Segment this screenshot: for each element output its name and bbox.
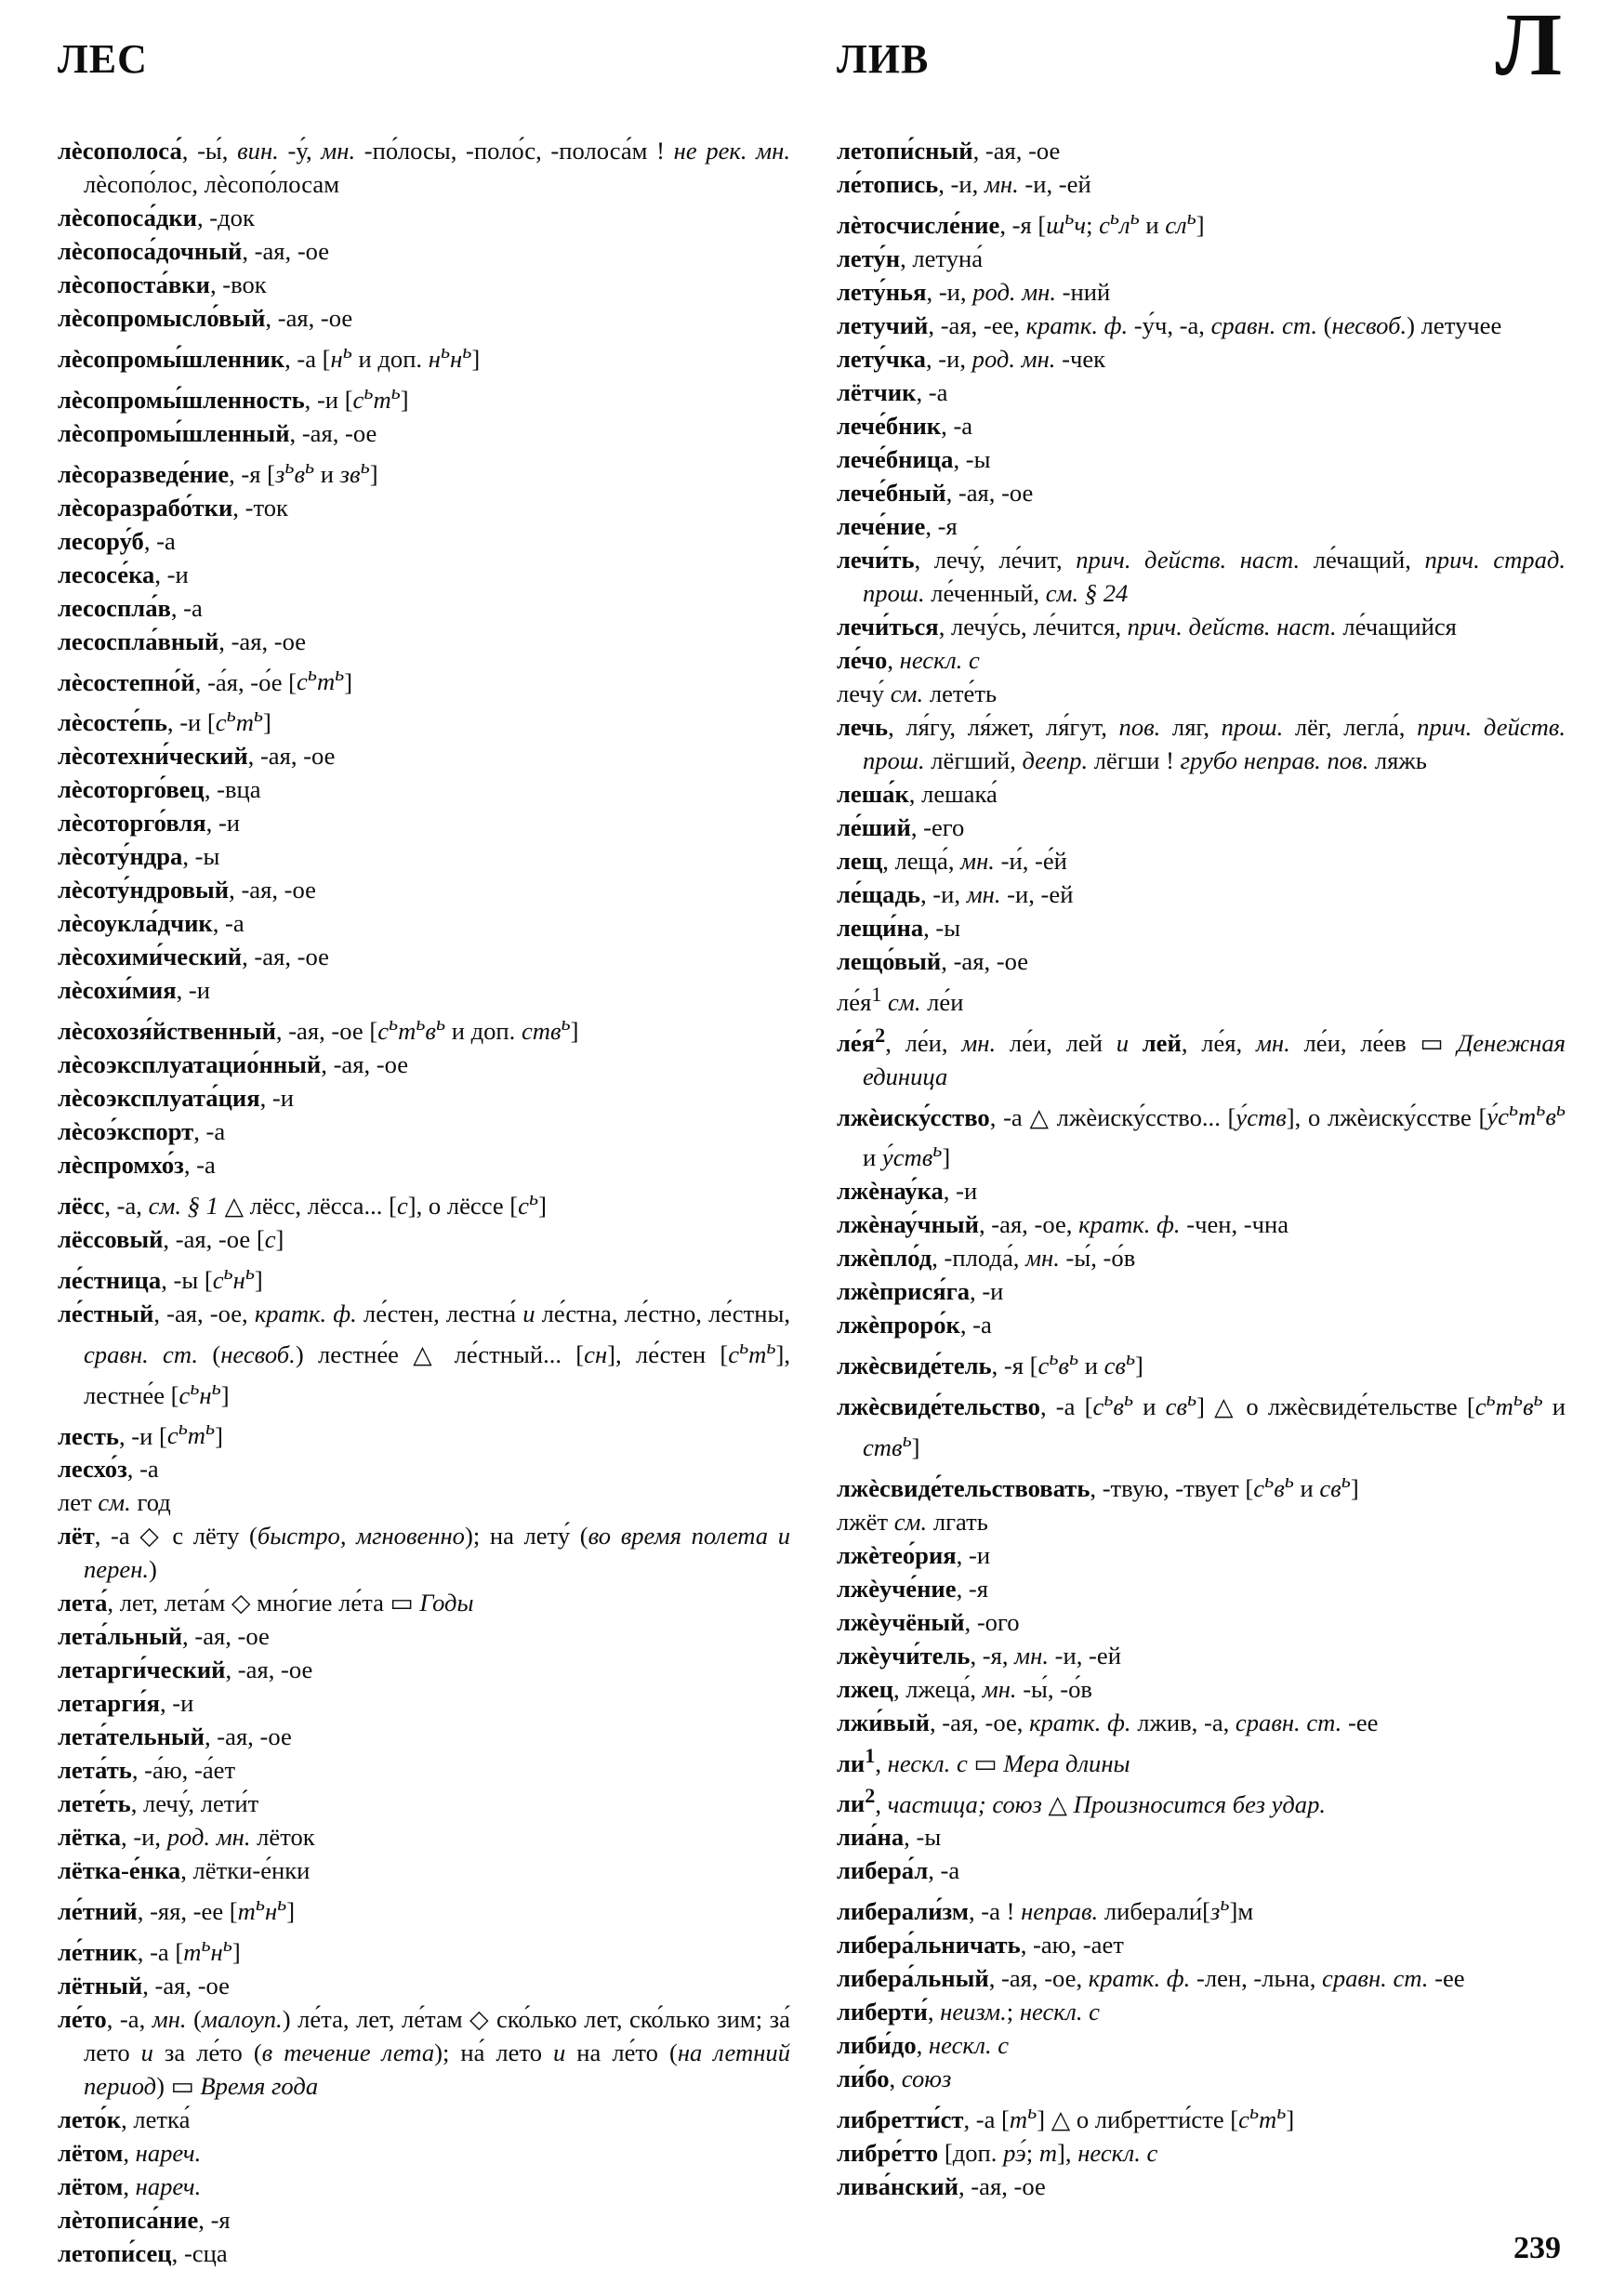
dictionary-entry: лѐсоразведе́ние, -я [$з^ьв^ь$ и $зв^ь$]: [58, 454, 378, 488]
dictionary-entry: лётка, -и, род. мн. лёток: [58, 1823, 315, 1852]
dictionary-entry: лече́бник, -а: [837, 411, 973, 440]
dictionary-entry: лесхо́з, -а: [58, 1455, 159, 1484]
dictionary-entry: либретти́ст, -а $[т^ь]$ △ о либретти́сте $[с^ьт^ь]$: [837, 2100, 1295, 2134]
dictionary-entry: лжѐсвиде́тельствовать, -твую, -твует [$с^ьв^ь$ и $св^ь$]: [837, 1468, 1359, 1502]
dictionary-entry: лёт, -а ◇ с лёту (быстро, мгновенно); на лету́ (во время полета и перен.): [58, 1522, 790, 1584]
dictionary-entry: лесть, -и $[с^ьт^ь]$: [58, 1416, 223, 1450]
dictionary-entry: лесору́б, -а: [58, 526, 176, 555]
dictionary-entry: лѐтописа́ние, -я: [58, 2206, 231, 2235]
dictionary-entry: лётом, нареч.: [58, 2172, 202, 2201]
dictionary-entry: $ле́я^1$ см. ле́и: [837, 982, 964, 1016]
dictionary-entry: лива́нский, -ая, -ое: [837, 2172, 1046, 2201]
page-number: 239: [1513, 2231, 1561, 2265]
dictionary-entry: лжёт см. лгать: [837, 1507, 988, 1536]
dictionary-entry: лѐсосте́пь, -и $[с^ьт^ь]$: [58, 703, 271, 737]
dictionary-entry: лжѐнау́ка, -и: [837, 1177, 978, 1206]
dictionary-entry: лѐсопоста́вки, -вок: [58, 271, 267, 298]
dictionary-entry: лѐсохозя́йственный, -ая, -ое [$с^ьт^ьв^ь$ и доп. ств$^ь$]: [58, 1011, 579, 1046]
dictionary-entry: ле́чо, нескл. с: [837, 645, 980, 674]
dictionary-entry: лжи́вый, -ая, -ое, кратк. ф. лжив, -а, сравн. ст. -ее: [837, 1708, 1379, 1736]
dictionary-entry: лжѐуче́ние, -я: [837, 1574, 988, 1603]
right-column: [837, 134, 1566, 2203]
dictionary-entry: лече́бный, -ая, -ое: [837, 478, 1034, 507]
dictionary-entry: лжѐиску́сство, -а △ лжѐиску́сство... [у́ств], о лжѐиску́сстве [$у́с^ьт^ьв^ь$ и у́ств$^ь$]: [837, 1097, 1566, 1172]
dictionary-entry: лѐсопромы́шленник, -а [$н^ь$ и доп. $н^ьн^ь$]: [58, 339, 481, 373]
dictionary-entry: лето́к, летка́: [58, 2105, 191, 2134]
dictionary-entry: $ли^2$, частица; союз △ Произносится без удар.: [837, 1784, 1327, 1818]
dictionary-entry: лѐспромхо́з, -а: [58, 1151, 216, 1180]
dictionary-entry: лѐсопоса́дочный, -ая, -ое: [58, 237, 330, 265]
dictionary-entry: ле́тний, -яя, -ее $[т^ьн^ь]$: [58, 1892, 296, 1926]
dictionary-entry: леша́к, лешака́: [837, 779, 998, 808]
dictionary-entry: лѐсопромы́шленный, -ая, -ое: [58, 418, 377, 447]
dictionary-entry: лѐсопромы́шленность, -и $[с^ьт^ь]$: [58, 379, 409, 414]
left-column: [58, 134, 790, 2270]
dictionary-entry: либера́льный, -ая, -ое, кратк. ф. -лен, -льна, сравн. ст. -ее: [837, 1964, 1465, 1993]
dictionary-entry: лжѐсвиде́тель, -я [$с^ьв^ь$ и $св^ь$]: [837, 1346, 1143, 1380]
dictionary-entry: лиа́на, -ы: [837, 1823, 942, 1852]
dictionary-entry: летопи́сец, -сца: [58, 2239, 228, 2268]
dictionary-entry: летопи́сный, -ая, -ое: [837, 137, 1061, 165]
dictionary-entry: лѐсохи́мия, -и: [58, 976, 210, 1005]
dictionary-entry: лёсс, -а, см. § 1 △ лёсс, лёсса... [с], о лёссе $[с^ь]$: [58, 1186, 547, 1221]
dictionary-entry: лѐсоту́ндровый, -ая, -ое: [58, 876, 316, 904]
dictionary-entry: лета́, лет, лета́м ◇ мно́гие ле́та ▭ Годы: [58, 1589, 474, 1617]
dictionary-entry: лещи́на, -ы: [837, 913, 961, 942]
dictionary-entry: лётный, -ая, -ое: [58, 1972, 230, 2000]
dictionary-entry: либерти́, неизм.; нескл. с: [837, 1998, 1100, 2026]
dictionary-entry: либера́льничать, -аю, -ает: [837, 1931, 1124, 1960]
dictionary-entry: лѐсохими́ческий, -ая, -ое: [58, 943, 329, 971]
dictionary-entry: лесоспла́в, -а: [58, 593, 203, 622]
dictionary-entry: лёссовый, -ая, -ое [с]: [58, 1225, 284, 1254]
running-head-right: ЛИВ: [837, 36, 930, 82]
dictionary-entry: лет см. год: [58, 1488, 171, 1517]
dictionary-entry: лжѐпло́д, -плода́, мн. -ы́, -о́в: [837, 1244, 1136, 1273]
dictionary-entry: лечи́ться, лечу́сь, ле́чится, прич. действ. наст. ле́чащийся: [837, 612, 1457, 640]
dictionary-entry: лещ, леща́, мн. -и́, -е́й: [837, 846, 1067, 875]
dictionary-entry: лета́тельный, -ая, -ое: [58, 1722, 292, 1751]
dictionary-entry: лѐсоразрабо́тки, -ток: [58, 493, 288, 521]
dictionary-entry: лѐсоукла́дчик, -а: [58, 909, 244, 938]
dictionary-entry: лету́нья, -и, род. мн. -ний: [837, 277, 1111, 306]
dictionary-entry: лету́чка, -и, род. мн. -чек: [837, 344, 1106, 373]
dictionary-entry: лечу́ см. лете́ть: [837, 679, 998, 707]
dictionary-entry: лѐсоторго́вец, -вца: [58, 775, 261, 804]
dictionary-entry: летучий, -ая, -ее, кратк. ф. -у́ч, -а, сравн. ст. (несвоб.) летучее: [837, 310, 1502, 339]
dictionary-entry: лжѐтео́рия, -и: [837, 1540, 991, 1569]
dictionary-entry: лѐсопромысло́вый, -ая, -ое: [58, 304, 353, 332]
dictionary-entry: лесосе́ка, -и: [58, 560, 189, 588]
dictionary-entry: лета́льный, -ая, -ое: [58, 1622, 270, 1651]
dictionary-entry: ле́стница, -ы $[с^ьн^ь]$: [58, 1260, 263, 1294]
dictionary-entry: $ли^1$, нескл. с ▭ Мера длины: [837, 1743, 1130, 1777]
dictionary-entry: либи́до, нескл. с: [837, 2031, 1010, 2060]
dictionary-entry: лѐсоту́ндра, -ы: [58, 842, 220, 871]
dictionary-entry: лѐсоэксплуата́ция, -и: [58, 1084, 295, 1113]
dictionary-entry: лётка-е́нка, лётки-е́нки: [58, 1856, 311, 1885]
dictionary-entry: $ле́я^2$, ле́и, мн. ле́и, лей и лей, ле́я, мн. ле́и, ле́ев ▭ Денежная единица: [837, 1023, 1566, 1090]
dictionary-entry: лечи́ть, лечу́, ле́чит, прич. действ. наст. ле́чащий, прич. страд. прош. ле́ченный, см. § 24: [837, 545, 1566, 607]
dictionary-entry: лжѐсвиде́тельство, -а [$с^ьв^ь$ и $св^ь$] △ о лжѐсвиде́тельстве [$с^ьт^ьв^ь$ и ств$^ь$]: [837, 1387, 1566, 1461]
dictionary-entry: либре́тто [доп. рэ́; т], нескл. с: [837, 2139, 1158, 2168]
dictionary-entry: лѐсопоса́дки, -док: [58, 204, 255, 231]
dictionary-entry: лѐтосчисле́ние, -я [$ш^ьч$; $с^ьл^ь$ и $сл^ь$]: [837, 205, 1205, 239]
dictionary-entry: лѐсостепно́й, -а́я, -о́е $[с^ьт^ь]$: [58, 662, 353, 696]
dictionary-entry: летарги́я, -и: [58, 1689, 194, 1718]
dictionary-entry: ле́то, -а, мн. (малоуп.) ле́та, лет, ле́там ◇ ско́лько лет, ско́лько зим; за́ лето и за ле́то (в течение лета); на́ лето и на ле́то (на летний период) ▭ Время года: [58, 2005, 790, 2101]
dictionary-entry: лету́н, летуна́: [837, 244, 984, 272]
dictionary-entry: ле́стный, -ая, -ое, кратк. ф. ле́стен, лестна́ и ле́стна, ле́стно, ле́стны, сравн. ст. (несвоб.) лестне́е △ ле́стный... [сн], ле́стен $[с^ьт^ь]$, лестне́е $[с^ьн^ь]$: [58, 1299, 790, 1409]
section-letter: Л: [1495, 0, 1562, 94]
dictionary-entry: лжѐпроро́к, -а: [837, 1311, 992, 1339]
dictionary-entry: лжѐучи́тель, -я, мн. -и, -ей: [837, 1641, 1121, 1669]
dictionary-entry: либера́л, -а: [837, 1856, 960, 1885]
dictionary-entry: лета́ть, -а́ю, -а́ет: [58, 1756, 236, 1785]
dictionary-entry: лете́ть, лечу́, лети́т: [58, 1789, 259, 1818]
dictionary-entry: лечь, ля́гу, ля́жет, ля́гут, пов. ляг, прош. лёг, легла́, прич. действ. прош. лёгший, деепр. лёгши ! грубо неправ. пов. ляжь: [837, 712, 1566, 774]
dictionary-entry: лече́ние, -я: [837, 511, 958, 540]
dictionary-entry: лжец, лжеца́, мн. -ы́, -о́в: [837, 1674, 1092, 1703]
dictionary-entry: ле́топись, -и, мн. -и, -ей: [837, 170, 1091, 198]
dictionary-entry: лѐсотехни́ческий, -ая, -ое: [58, 742, 336, 771]
dictionary-entry: лётчик, -а: [837, 377, 948, 406]
dictionary-entry: лѐсополоса́, -ы́, вин. -у́, мн. -по́лосы, -поло́с, -полоса́м ! не рек. мн. лѐсопо́лос, лѐсопо́лосам: [58, 137, 790, 198]
running-head-left: ЛЕС: [58, 36, 148, 82]
dictionary-entry: ли́бо, союз: [837, 2065, 952, 2093]
dictionary-entry: летарги́ческий, -ая, -ое: [58, 1656, 313, 1684]
dictionary-entry: либерали́зм, -а ! неправ. $либерали́[з^ь]м$: [837, 1892, 1254, 1926]
dictionary-entry: ле́щадь, -и, мн. -и, -ей: [837, 879, 1074, 908]
dictionary-entry: ле́тник, -а $[т^ьн^ь]$: [58, 1933, 241, 1967]
dictionary-entry: лётом, нареч.: [58, 2139, 202, 2168]
dictionary-entry: лѐсоэксплуатацио́нный, -ая, -ое: [58, 1050, 409, 1079]
dictionary-entry: лжѐучёный, -ого: [837, 1607, 1020, 1636]
dictionary-entry: ле́ший, -его: [837, 812, 965, 841]
dictionary-entry: лѐсоэ́кспорт, -а: [58, 1117, 226, 1146]
dictionary-entry: лесоспла́вный, -ая, -ое: [58, 627, 307, 655]
dictionary-entry: лещо́вый, -ая, -ое: [837, 946, 1029, 975]
dictionary-entry: лече́бница, -ы: [837, 444, 991, 473]
dictionary-entry: лѐсоторго́вля, -и: [58, 809, 241, 838]
dictionary-entry: лжѐнау́чный, -ая, -ое, кратк. ф. -чен, -чна: [837, 1210, 1289, 1239]
dictionary-entry: лжѐприся́га, -и: [837, 1277, 1004, 1306]
